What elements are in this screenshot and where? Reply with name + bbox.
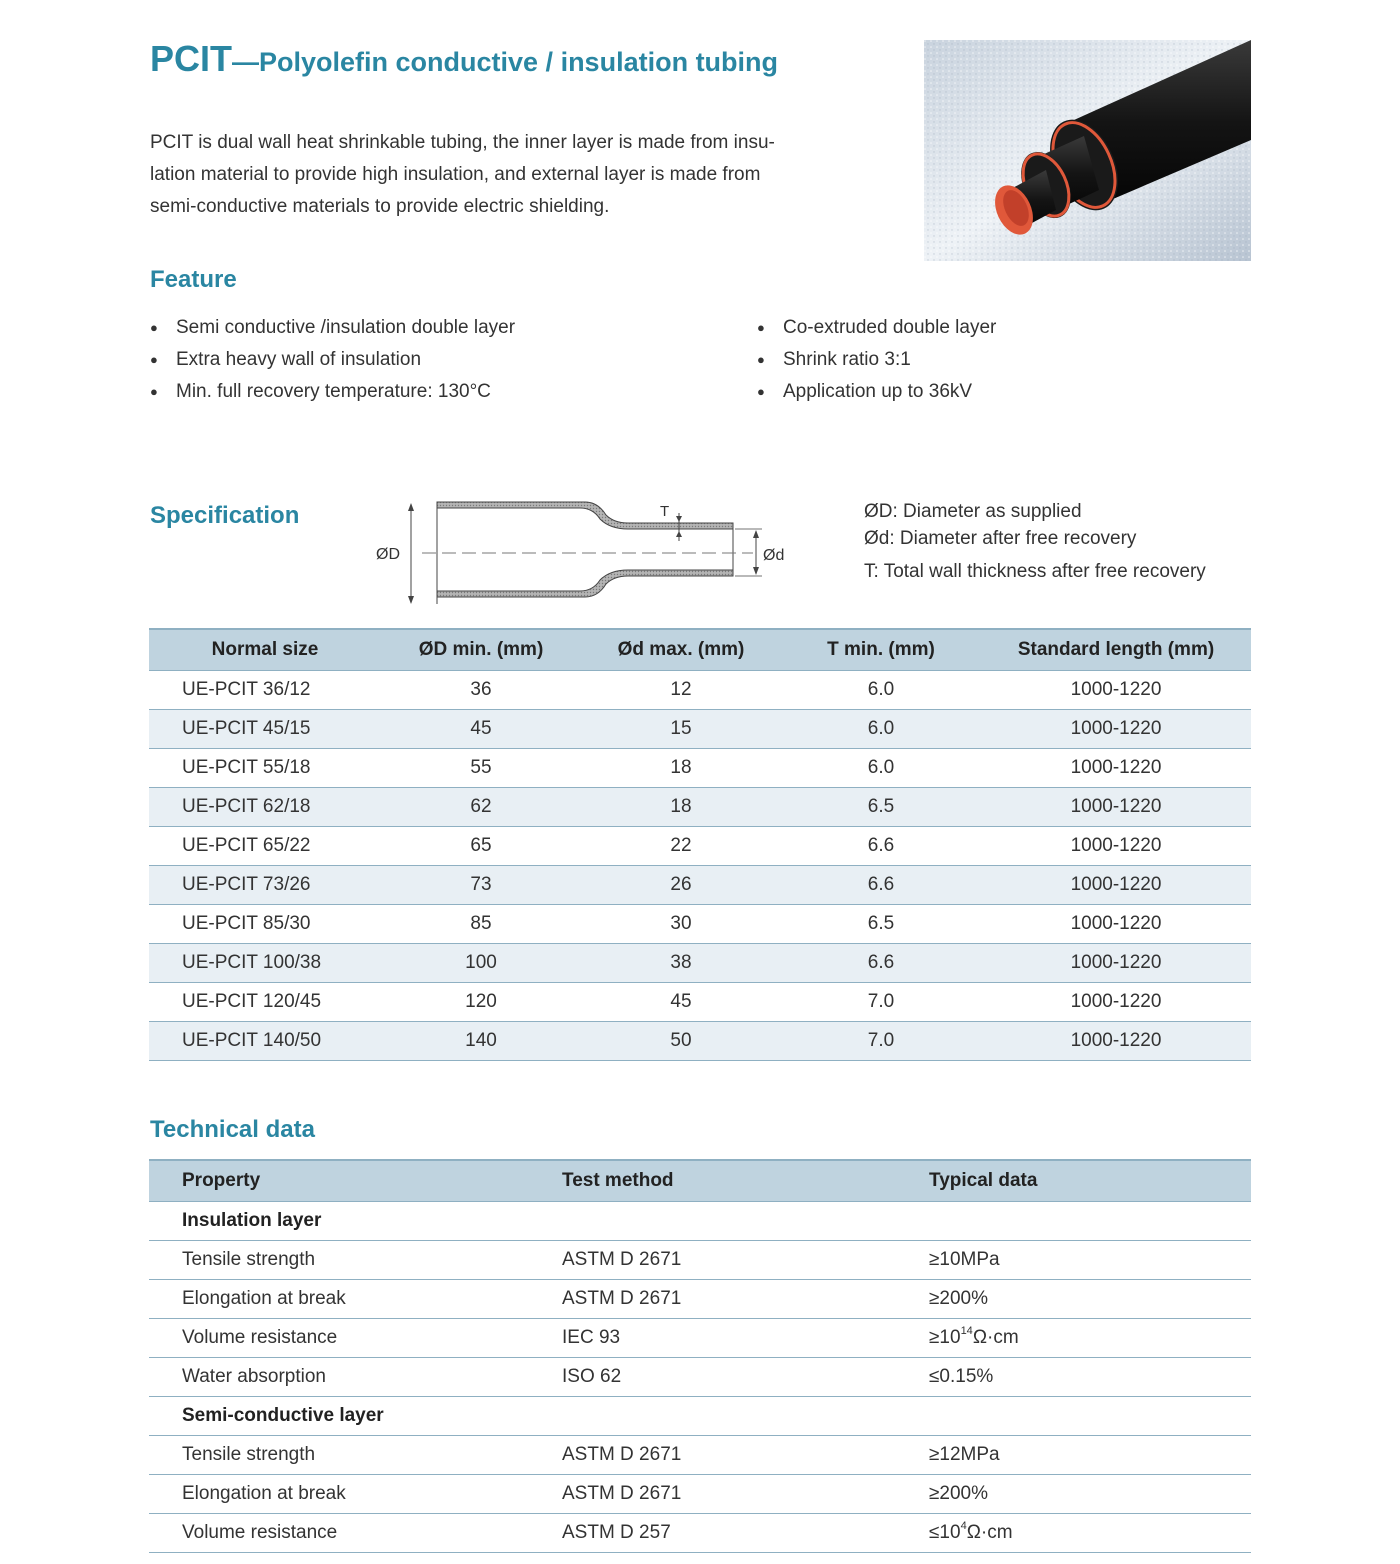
section-row-semi-conductive	[149, 1397, 1251, 1436]
table-cell: UE-PCIT 140/50	[149, 1022, 381, 1061]
table-row	[149, 944, 1251, 983]
table-cell: 6.5	[781, 788, 981, 827]
table-cell: 45	[381, 710, 581, 749]
feature-item: ● Co-extruded double layer	[757, 312, 996, 344]
legend-item: Ød: Diameter after free recovery	[864, 528, 1137, 549]
table-cell: UE-PCIT 36/12	[149, 671, 381, 710]
table-cell: 85	[381, 905, 581, 944]
table-cell: UE-PCIT 100/38	[149, 944, 381, 983]
method-cell: ASTM D 2671	[562, 1280, 929, 1319]
value-cell: ≥10MPa	[929, 1241, 1251, 1280]
column-header: ØD min. (mm)	[381, 629, 581, 671]
feature-item: ● Semi conductive /insulation double layer	[150, 312, 515, 344]
table-row	[149, 1475, 1251, 1514]
value-cell: ≥200%	[929, 1280, 1251, 1319]
value-prefix: ≤10	[929, 1522, 961, 1543]
table-header-row	[149, 1160, 1251, 1202]
table-header-row	[149, 629, 1251, 671]
value-unit: Ω·cm	[972, 1327, 1019, 1348]
table-cell: 6.5	[781, 905, 981, 944]
value-cell	[929, 1514, 1251, 1553]
specification-legend	[864, 498, 1206, 588]
property-cell: Volume resistance	[149, 1514, 562, 1553]
table-cell: 140	[381, 1022, 581, 1061]
table-row	[149, 1358, 1251, 1397]
table-row	[149, 788, 1251, 827]
table-row	[149, 710, 1251, 749]
table-cell: UE-PCIT 55/18	[149, 749, 381, 788]
table-row	[149, 1514, 1251, 1553]
value-cell	[929, 1319, 1251, 1358]
value-cell: ≥200%	[929, 1475, 1251, 1514]
method-cell: ASTM D 2671	[562, 1475, 929, 1514]
table-cell: 6.6	[781, 866, 981, 905]
table-cell: UE-PCIT 45/15	[149, 710, 381, 749]
column-header: Property	[149, 1160, 562, 1202]
section-row-insulation	[149, 1202, 1251, 1241]
table-cell: 1000-1220	[981, 710, 1251, 749]
method-cell: ASTM D 2671	[562, 1436, 929, 1475]
table-cell: UE-PCIT 73/26	[149, 866, 381, 905]
property-cell: Tensile strength	[149, 1436, 562, 1475]
specification-table	[149, 628, 1251, 1061]
table-cell: 1000-1220	[981, 866, 1251, 905]
property-cell: Tensile strength	[149, 1241, 562, 1280]
product-photo	[924, 40, 1251, 261]
property-cell: Elongation at break	[149, 1475, 562, 1514]
method-cell: ASTM D 2671	[562, 1241, 929, 1280]
column-header: Normal size	[149, 629, 381, 671]
table-row	[149, 983, 1251, 1022]
table-cell: 7.0	[781, 983, 981, 1022]
legend-item: T: Total wall thickness after free recovery	[864, 561, 1206, 582]
table-row	[149, 1319, 1251, 1358]
column-header: T min. (mm)	[781, 629, 981, 671]
feature-item: ● Shrink ratio 3:1	[757, 344, 996, 376]
section-label: Semi-conductive layer	[149, 1397, 562, 1436]
table-cell: 6.6	[781, 827, 981, 866]
table-row	[149, 1280, 1251, 1319]
column-header: Standard length (mm)	[981, 629, 1251, 671]
tubing-dimension-diagram	[370, 495, 800, 610]
value-exponent: 14	[960, 1325, 973, 1337]
table-cell: 45	[581, 983, 781, 1022]
table-cell: 100	[381, 944, 581, 983]
page-title	[150, 38, 778, 80]
table-cell: 6.0	[781, 710, 981, 749]
table-cell: UE-PCIT 85/30	[149, 905, 381, 944]
intro-paragraph	[150, 127, 850, 223]
title-text: Polyolefin conductive / insulation tubing	[259, 47, 779, 77]
intro-line: semi-conductive materials to provide electric shielding.	[150, 196, 610, 217]
table-cell: 1000-1220	[981, 749, 1251, 788]
property-cell: Water absorption	[149, 1358, 562, 1397]
feature-item: ● Extra heavy wall of insulation	[150, 344, 515, 376]
table-cell: 65	[381, 827, 581, 866]
feature-heading: Feature	[150, 266, 237, 293]
technical-data-table	[149, 1159, 1251, 1553]
table-cell: 1000-1220	[981, 905, 1251, 944]
table-cell: 22	[581, 827, 781, 866]
table-cell: 36	[381, 671, 581, 710]
table-cell: 18	[581, 749, 781, 788]
intro-line: PCIT is dual wall heat shrinkable tubing, the inner layer is made from insu-	[150, 132, 775, 153]
section-label: Insulation layer	[149, 1202, 562, 1241]
table-cell: 55	[381, 749, 581, 788]
table-cell: 6.6	[781, 944, 981, 983]
table-cell: 12	[581, 671, 781, 710]
value-unit: Ω·cm	[966, 1522, 1013, 1543]
title-dash: —	[232, 47, 260, 77]
value-prefix: ≥10	[929, 1327, 961, 1348]
table-cell: 7.0	[781, 1022, 981, 1061]
table-cell: 38	[581, 944, 781, 983]
feature-item: ● Application up to 36kV	[757, 376, 996, 408]
table-cell: UE-PCIT 120/45	[149, 983, 381, 1022]
table-row	[149, 671, 1251, 710]
diagram-label-t: T	[660, 503, 670, 520]
table-cell: 1000-1220	[981, 944, 1251, 983]
table-cell: 50	[581, 1022, 781, 1061]
diagram-label-big-d: ØD	[376, 546, 400, 563]
method-cell: ASTM D 257	[562, 1514, 929, 1553]
table-cell: 18	[581, 788, 781, 827]
table-cell: 6.0	[781, 671, 981, 710]
intro-line: lation material to provide high insulation, and external layer is made from	[150, 164, 761, 185]
table-cell: 1000-1220	[981, 788, 1251, 827]
table-cell: 1000-1220	[981, 671, 1251, 710]
table-cell: UE-PCIT 62/18	[149, 788, 381, 827]
table-row	[149, 749, 1251, 788]
table-cell: 62	[381, 788, 581, 827]
feature-list-left	[150, 312, 515, 408]
diagram-label-small-d: Ød	[763, 547, 785, 564]
table-row	[149, 827, 1251, 866]
table-cell: 15	[581, 710, 781, 749]
table-row	[149, 1022, 1251, 1061]
column-header: Test method	[562, 1160, 929, 1202]
feature-list-right	[757, 312, 996, 408]
title-code: PCIT	[150, 38, 233, 79]
method-cell: IEC 93	[562, 1319, 929, 1358]
table-cell: 26	[581, 866, 781, 905]
table-cell: 73	[381, 866, 581, 905]
property-cell: Elongation at break	[149, 1280, 562, 1319]
table-cell: 6.0	[781, 749, 981, 788]
value-cell: ≤0.15%	[929, 1358, 1251, 1397]
value-exponent: 4	[960, 1520, 967, 1532]
table-row	[149, 1436, 1251, 1475]
column-header: Ød max. (mm)	[581, 629, 781, 671]
table-row	[149, 1241, 1251, 1280]
table-cell: 1000-1220	[981, 827, 1251, 866]
table-cell: 1000-1220	[981, 983, 1251, 1022]
value-cell: ≥12MPa	[929, 1436, 1251, 1475]
table-cell: 120	[381, 983, 581, 1022]
legend-item: ØD: Diameter as supplied	[864, 501, 1082, 522]
method-cell: ISO 62	[562, 1358, 929, 1397]
property-cell: Volume resistance	[149, 1319, 562, 1358]
table-cell: UE-PCIT 65/22	[149, 827, 381, 866]
column-header: Typical data	[929, 1160, 1251, 1202]
feature-item: ● Min. full recovery temperature: 130°C	[150, 376, 515, 408]
table-row	[149, 866, 1251, 905]
table-cell: 30	[581, 905, 781, 944]
table-cell: 1000-1220	[981, 1022, 1251, 1061]
table-row	[149, 905, 1251, 944]
specification-heading: Specification	[150, 502, 300, 529]
technical-data-heading: Technical data	[150, 1116, 315, 1143]
